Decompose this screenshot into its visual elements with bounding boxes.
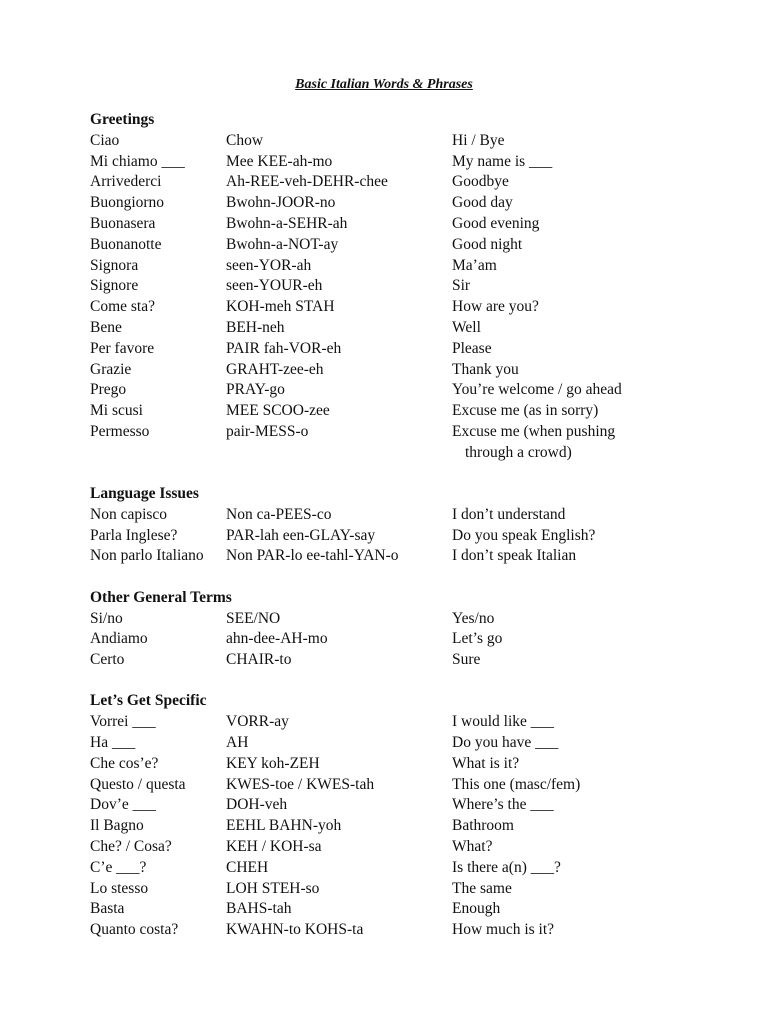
phrase-row: [90, 401, 730, 422]
english-translation: [452, 193, 662, 214]
pronunciation: Bwohn-JOOR-no: [226, 194, 336, 212]
italian-phrase: Buonanotte: [90, 235, 162, 253]
english-translation: [452, 276, 662, 297]
phrase-row: [90, 754, 730, 775]
pronunciation: KEH / KOH-sa: [226, 838, 322, 855]
english-translation: [452, 505, 662, 526]
phrase-row: [90, 276, 730, 297]
english-text: Goodbye: [452, 173, 509, 191]
pronunciation: KOH-meh STAH: [226, 298, 335, 316]
italian-phrase: Si/no: [90, 609, 123, 627]
phrase-row: [90, 422, 730, 464]
english-text: What is it?: [452, 754, 520, 772]
phrase-row: [90, 650, 730, 671]
phrase-row: [90, 899, 730, 920]
phrase-row: [90, 879, 730, 900]
pronunciation: KEY koh-ZEH: [226, 754, 320, 772]
pronunciation: VORR-ay: [226, 713, 289, 731]
italian-phrase: Dov’e ___: [90, 796, 156, 814]
italian-phrase: Buongiorno: [90, 194, 165, 212]
italian-phrase: Signore: [90, 277, 139, 295]
english-translation: [452, 816, 662, 837]
phrase-row: [90, 256, 730, 277]
english-text: Well: [452, 318, 481, 336]
italian-phrase: Buonasera: [90, 214, 156, 232]
italian-phrase: Mi scusi: [90, 402, 143, 420]
english-text: Let’s go: [452, 630, 503, 648]
italian-phrase: Non capisco: [90, 505, 168, 523]
pronunciation: LOH STEH-so: [226, 879, 320, 897]
italian-phrase: Lo stesso: [90, 879, 149, 897]
phrase-row: [90, 712, 730, 733]
italian-phrase: Parla Inglese?: [90, 526, 178, 544]
english-text: Please: [452, 339, 492, 357]
english-text: What?: [452, 838, 493, 855]
english-translation: [452, 422, 662, 464]
english-text: Hi / Bye: [452, 131, 505, 149]
italian-phrase: Mi chiamo ___: [90, 152, 185, 170]
english-translation: [452, 609, 662, 630]
pronunciation: CHEH: [226, 858, 269, 876]
pronunciation: Non PAR-lo ee-tahl-YAN-o: [226, 547, 399, 565]
phrase-row: [90, 920, 730, 941]
english-text: I don’t speak Italian: [452, 547, 577, 565]
english-translation: [452, 775, 662, 796]
pronunciation: EEHL BAHN-yoh: [226, 817, 342, 835]
english-translation: [452, 172, 662, 193]
italian-phrase: Bene: [90, 318, 122, 336]
italian-phrase: Come sta?: [90, 298, 155, 316]
pronunciation: Non ca-PEES-co: [226, 505, 332, 523]
pronunciation: seen-YOR-ah: [226, 256, 312, 274]
italian-phrase: Arrivederci: [90, 173, 162, 191]
phrase-row: [90, 380, 730, 401]
english-text: How much is it?: [452, 921, 555, 939]
phrase-section: [90, 484, 730, 567]
pronunciation: Bwohn-a-NOT-ay: [226, 235, 339, 253]
italian-phrase: Signora: [90, 256, 139, 274]
english-text: Ma’am: [452, 256, 497, 274]
italian-phrase: Vorrei ___: [90, 713, 156, 731]
english-text: Is there a(n) ___?: [452, 858, 561, 876]
english-text: I would like ___: [452, 713, 555, 731]
english-translation: [452, 920, 662, 941]
phrase-row: [90, 339, 730, 360]
english-translation: [452, 401, 662, 422]
italian-phrase: Ha ___: [90, 734, 136, 752]
phrase-row: [90, 172, 730, 193]
english-translation: [452, 526, 662, 547]
english-text: Enough: [452, 900, 501, 918]
english-text: How are you?: [452, 298, 539, 316]
italian-phrase: Quanto costa?: [90, 921, 179, 939]
pronunciation: KWES-toe / KWES-tah: [226, 775, 375, 793]
english-text-continued: through a crowd): [465, 443, 572, 461]
english-translation: [452, 339, 662, 360]
pronunciation: Bwohn-a-SEHR-ah: [226, 214, 348, 232]
pronunciation: DOH-veh: [226, 796, 288, 814]
italian-phrase: Prego: [90, 381, 127, 399]
pronunciation: pair-MESS-o: [226, 422, 309, 440]
phrase-row: [90, 733, 730, 754]
section-heading: Let’s Get Specific: [90, 692, 207, 710]
english-text: I don’t understand: [452, 505, 566, 523]
english-text: Good day: [452, 194, 513, 212]
english-translation: [452, 546, 662, 567]
phrase-row: [90, 318, 730, 339]
italian-phrase: Per favore: [90, 339, 155, 357]
english-translation: [452, 214, 662, 235]
section-heading: Language Issues: [90, 485, 199, 503]
english-text: Where’s the ___: [452, 796, 554, 814]
italian-phrase: C’e ___?: [90, 858, 147, 876]
phrase-row: [90, 858, 730, 879]
english-text: Thank you: [452, 360, 519, 378]
pronunciation: PAR-lah een-GLAY-say: [226, 526, 376, 544]
phrase-row: [90, 795, 730, 816]
english-translation: [452, 754, 662, 775]
section-heading: Greetings: [90, 111, 155, 128]
italian-phrase: Ciao: [90, 131, 120, 149]
english-text: Do you speak English?: [452, 526, 596, 544]
phrase-section: [90, 691, 730, 941]
english-translation: [452, 235, 662, 256]
english-text: The same: [452, 879, 512, 897]
phrase-row: [90, 193, 730, 214]
pronunciation: GRAHT-zee-eh: [226, 360, 324, 378]
english-translation: [452, 733, 662, 754]
pronunciation: seen-YOUR-eh: [226, 277, 323, 295]
english-text: Excuse me (as in sorry): [452, 402, 599, 420]
italian-phrase: Che? / Cosa?: [90, 838, 172, 855]
phrase-row: [90, 214, 730, 235]
italian-phrase: Grazie: [90, 360, 132, 378]
pronunciation: PRAY-go: [226, 381, 285, 399]
phrase-list: [90, 110, 730, 961]
pronunciation: Chow: [226, 131, 264, 149]
phrase-row: [90, 235, 730, 256]
english-translation: [452, 899, 662, 920]
phrase-row: [90, 816, 730, 837]
pronunciation: KWAHN-to KOHS-ta: [226, 921, 364, 939]
phrase-section: [90, 110, 730, 464]
phrase-row: [90, 360, 730, 381]
english-translation: [452, 152, 662, 173]
phrase-row: [90, 297, 730, 318]
english-text: Good night: [452, 235, 523, 253]
section-heading: Other General Terms: [90, 588, 232, 606]
english-text: Excuse me (when pushing: [452, 422, 616, 440]
italian-phrase: Basta: [90, 900, 125, 918]
english-text: Bathroom: [452, 817, 514, 835]
italian-phrase: Andiamo: [90, 630, 148, 648]
english-translation: [452, 380, 662, 401]
italian-phrase: Permesso: [90, 422, 150, 440]
english-translation: [452, 837, 662, 858]
english-translation: [452, 858, 662, 879]
english-translation: [452, 318, 662, 339]
english-translation: [452, 795, 662, 816]
italian-phrase: Non parlo Italiano: [90, 547, 204, 565]
document-title: Basic Italian Words & Phrases: [295, 77, 473, 92]
phrase-row: [90, 546, 730, 567]
italian-phrase: Certo: [90, 651, 125, 669]
pronunciation: Mee KEE-ah-mo: [226, 152, 333, 170]
pronunciation: CHAIR-to: [226, 651, 292, 669]
italian-phrase: Che cos’e?: [90, 754, 159, 772]
pronunciation: PAIR fah-VOR-eh: [226, 339, 342, 357]
pronunciation: SEE/NO: [226, 609, 281, 627]
english-translation: [452, 131, 662, 152]
english-translation: [452, 256, 662, 277]
english-translation: [452, 879, 662, 900]
phrase-row: [90, 152, 730, 173]
english-text: You’re welcome / go ahead: [452, 381, 622, 399]
italian-phrase: Questo / questa: [90, 775, 186, 793]
english-text: Yes/no: [452, 609, 495, 627]
pronunciation: Ah-REE-veh-DEHR-chee: [226, 173, 388, 191]
phrase-row: [90, 131, 730, 152]
english-translation: [452, 360, 662, 381]
phrase-row: [90, 526, 730, 547]
english-text: Sure: [452, 651, 481, 669]
italian-phrase: Il Bagno: [90, 817, 144, 835]
pronunciation: MEE SCOO-zee: [226, 402, 330, 420]
pronunciation: BEH-neh: [226, 318, 285, 336]
english-text: Do you have ___: [452, 734, 559, 752]
english-translation: [452, 629, 662, 650]
phrase-row: [90, 609, 730, 630]
english-text: This one (masc/fem): [452, 775, 581, 793]
english-translation: [452, 712, 662, 733]
english-translation: [452, 650, 662, 671]
phrase-row: [90, 775, 730, 796]
english-text: My name is ___: [452, 152, 553, 170]
english-translation: [452, 297, 662, 318]
phrase-row: [90, 837, 730, 858]
english-text: Good evening: [452, 214, 540, 232]
pronunciation: BAHS-tah: [226, 900, 292, 918]
english-text: Sir: [452, 277, 471, 295]
pronunciation: AH: [226, 734, 249, 752]
phrase-section: [90, 588, 730, 671]
phrase-row: [90, 629, 730, 650]
pronunciation: ahn-dee-AH-mo: [226, 630, 328, 648]
phrase-row: [90, 505, 730, 526]
